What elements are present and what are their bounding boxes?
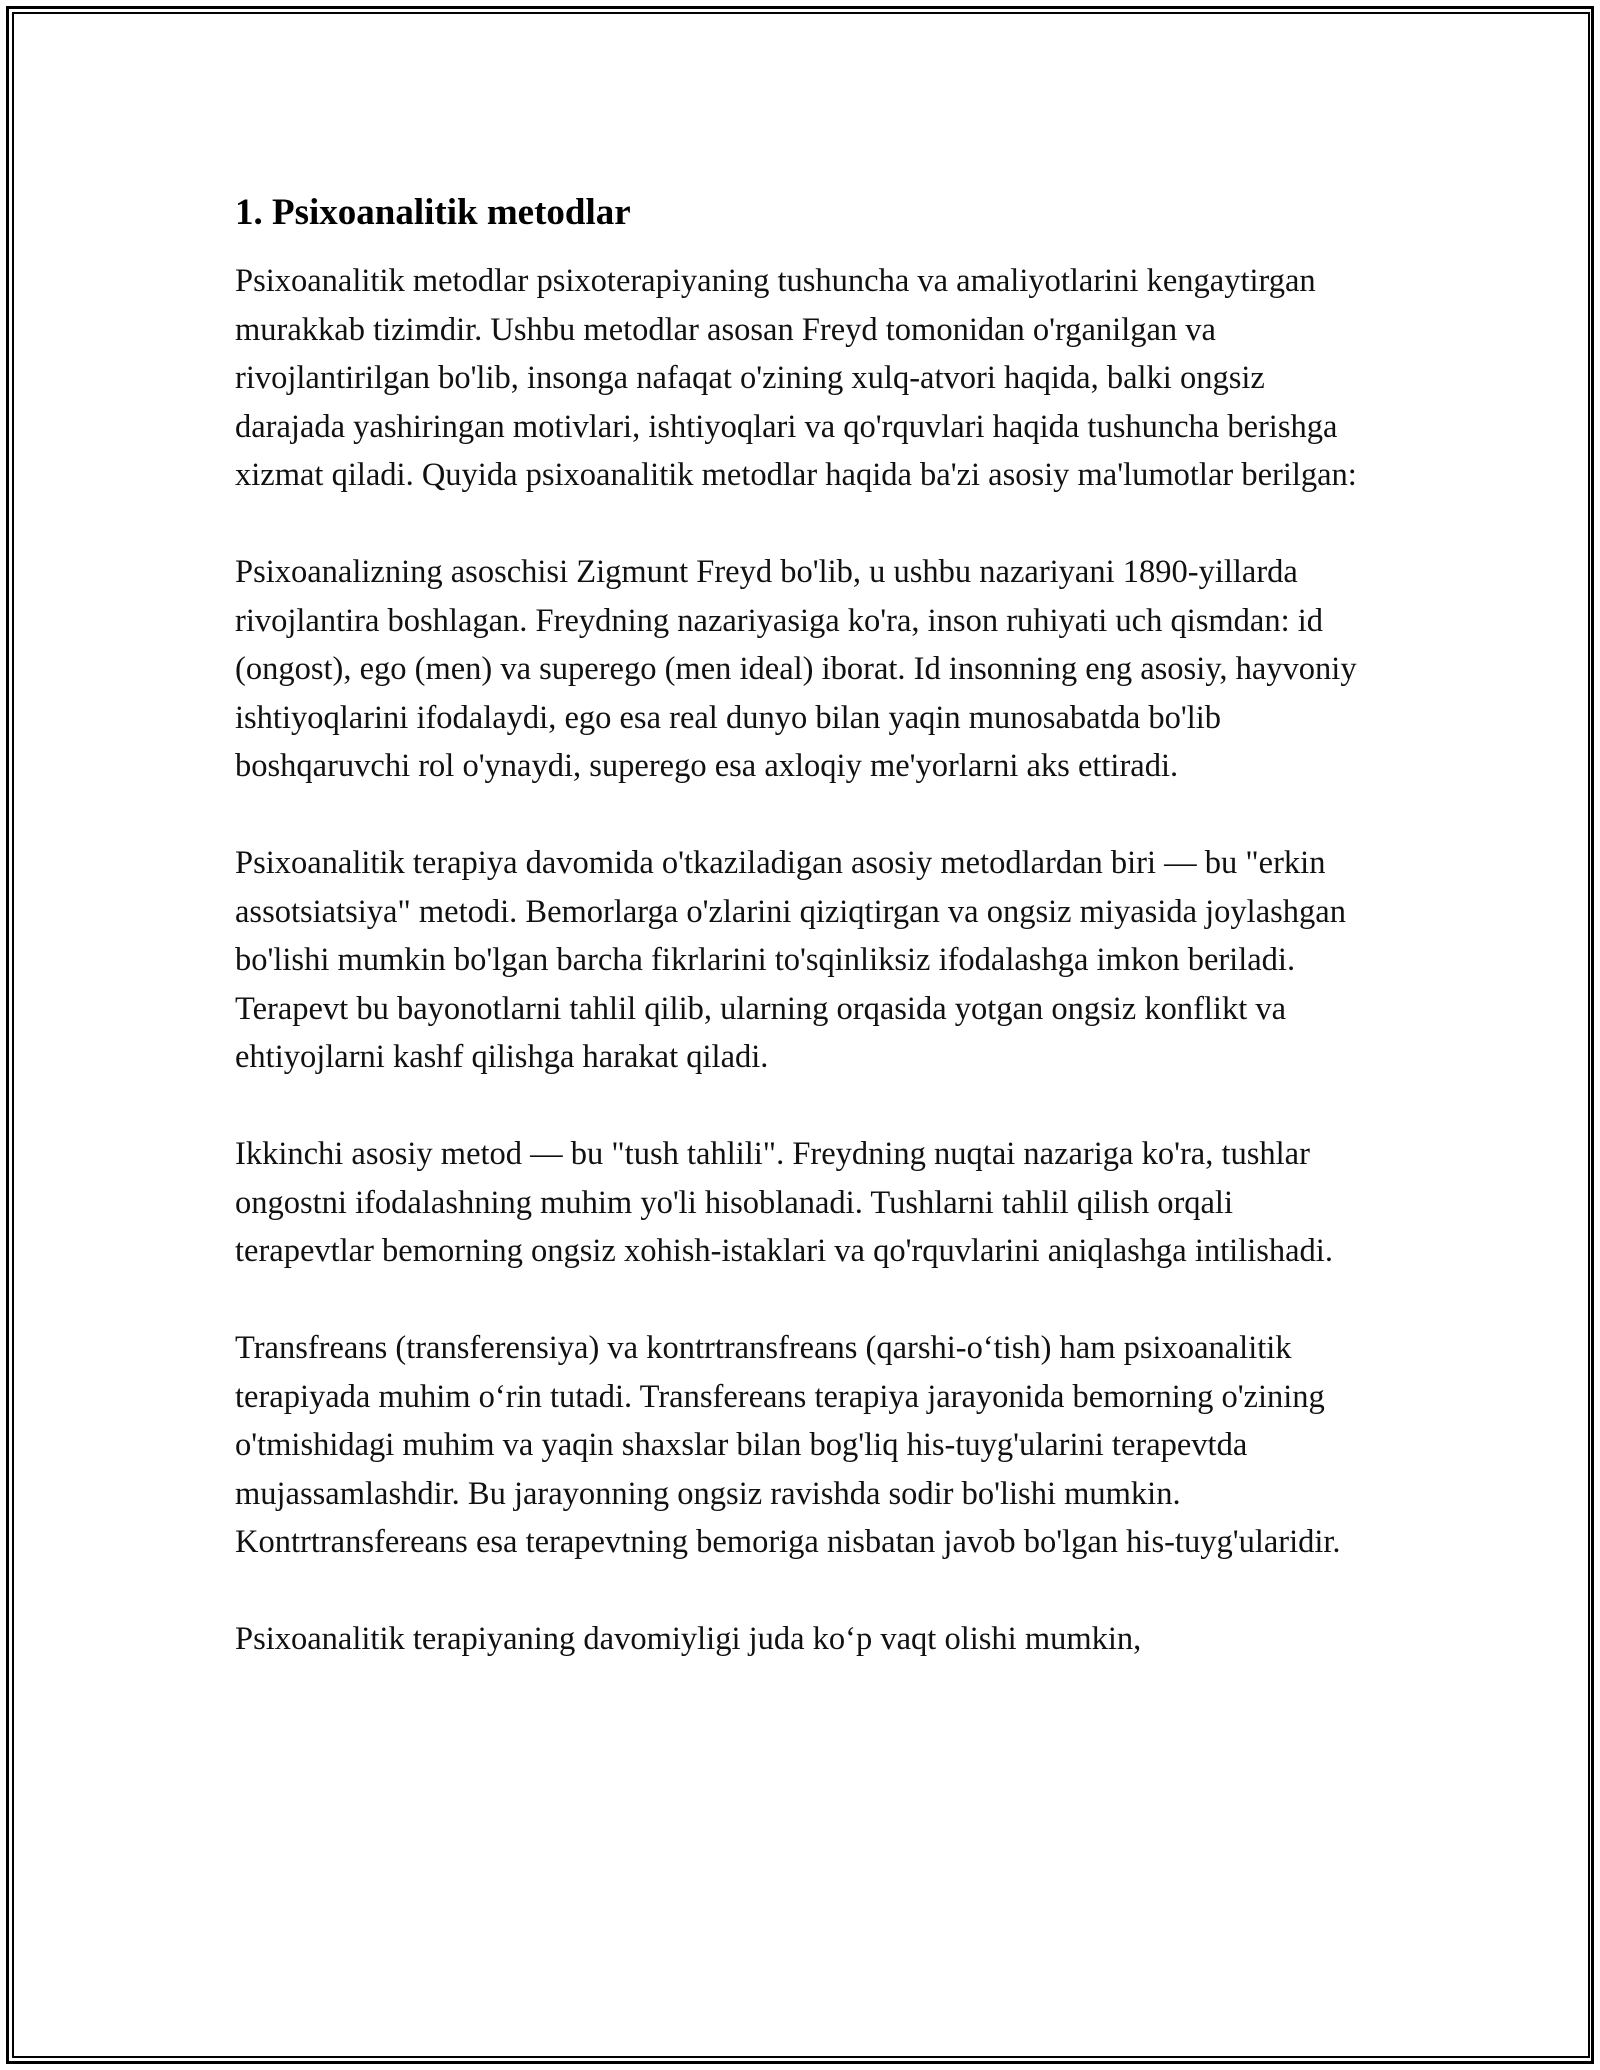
- document-body: [235, 187, 1370, 1712]
- paragraph-freud-theory: Psixoanalizning asoschisi Zigmunt Freyd bo'lib, u ushbu nazariyani 1890-yillarda rivojlantira boshlagan. Freydning nazariyasiga ko'ra, inson ruhiyati uch qismdan: id (ongost), ego (men) va superego (men ideal) iborat. Id insonning eng asosiy, hayvoniy ishtiyoqlarini ifodalaydi, ego esa real dunyo bilan yaqin munosabatda bo'lib boshqaruvchi rol o'ynaydi, superego esa axloqiy me'yorlarni aks ettiradi.: [235, 554, 1357, 784]
- paragraph-transference: Transfreans (transferensiya) va kontrtransfreans (qarshi-o‘tish) ham psixoanalitik terapiyada muhim o‘rin tutadi. Transfereans terapiya jarayonida bemorning o'zining o'tmishidagi muhim va yaqin shaxslar bilan bog'liq his-tuyg'ularini terapevtda mujassamlashdir. Bu jarayonning ongsiz ravishda sodir bo'lishi mumkin. Kontrtransfereans esa terapevtning bemoriga nisbatan javob bo'lgan his-tuyg'ularidir.: [235, 1330, 1341, 1560]
- section-heading: 1. Psixoanalitik metodlar: [235, 192, 631, 233]
- paragraph-dream-analysis: Ikkinchi asosiy metod — bu "tush tahlili". Freydning nuqtai nazariga ko'ra, tushlar ongostni ifodalashning muhim yo'li hisoblanadi. Tushlarni tahlil qilish orqali terapevtlar bemorning ongsiz xohish-istaklari va qo'rquvlarini aniqlashga intilishadi.: [235, 1136, 1333, 1269]
- paragraph-therapy-duration: Psixoanalitik terapiyaning davomiyligi juda ko‘p vaqt olishi mumkin,: [235, 1621, 1142, 1657]
- paragraph-intro: Psixoanalitik metodlar psixoterapiyaning tushuncha va amaliyotlarini kengaytirgan murakkab tizimdir. Ushbu metodlar asosan Freyd tomonidan o'rganilgan va rivojlantirilgan bo'lib, insonga nafaqat o'zining xulq-atvori haqida, balki ongsiz darajada yashiringan motivlari, ishtiyoqlari va qo'rquvlari haqida tushuncha berishga xizmat qiladi. Quyida psixoanalitik metodlar haqida ba'zi asosiy ma'lumotlar berilgan:: [235, 263, 1357, 493]
- paragraph-free-association: Psixoanalitik terapiya davomida o'tkaziladigan asosiy metodlardan biri — bu "erkin assotsiatsiya" metodi. Bemorlarga o'zlarini qiziqtirgan va ongsiz miyasida joylashgan bo'lishi mumkin bo'lgan barcha fikrlarini to'sqinliksiz ifodalashga imkon beriladi. Terapevt bu bayonotlarni tahlil qilib, ularning orqasida yotgan ongsiz konflikt va ehtiyojlarni kashf qilishga harakat qiladi.: [235, 845, 1346, 1075]
